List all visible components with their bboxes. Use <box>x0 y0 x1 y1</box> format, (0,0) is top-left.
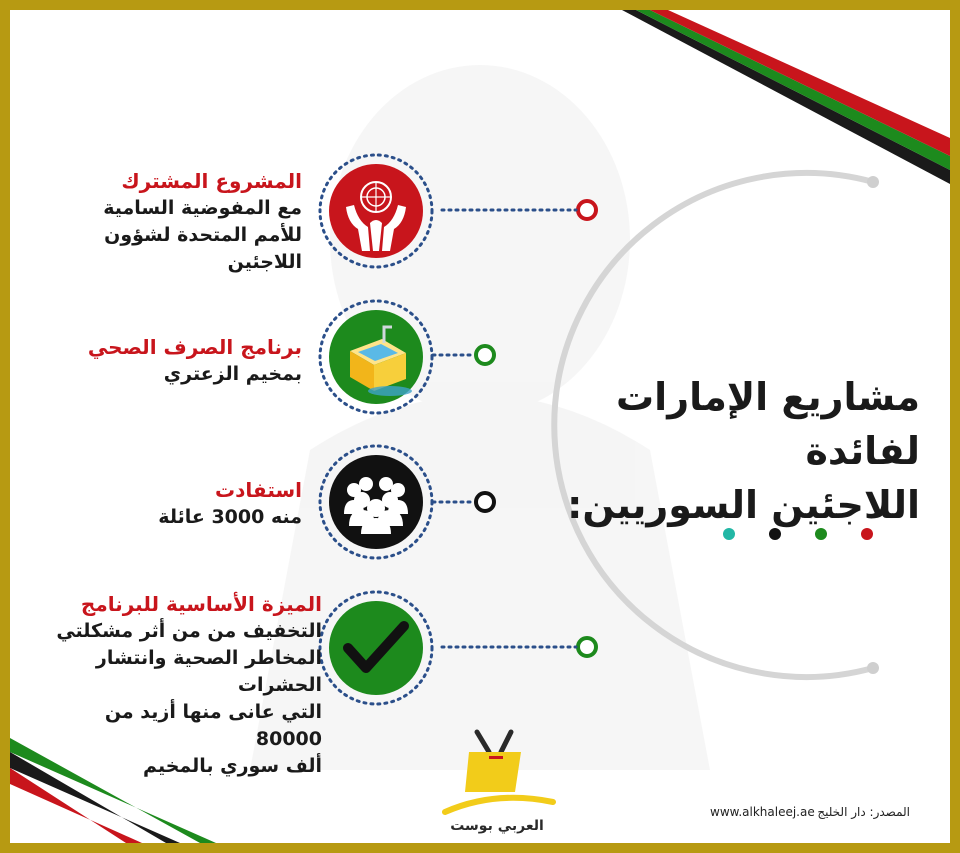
item-line: للأمم المتحدة لشؤون اللاجئين <box>104 224 302 273</box>
headline-line-1: مشاريع الإمارات لفائدة <box>616 375 920 473</box>
arc-end-top <box>867 176 879 188</box>
item-title: المشروع المشترك <box>121 169 302 193</box>
arc-marker-2 <box>476 346 494 364</box>
arc-marker-1 <box>578 201 596 219</box>
flag-stripes-top-right <box>622 10 950 184</box>
people-group-icon <box>320 446 432 558</box>
item-block-sanitation <box>50 333 302 388</box>
headline-line-2: اللاجئين السوريين: <box>567 483 920 527</box>
arc-marker-4 <box>578 638 596 656</box>
source-url[interactable]: www.alkhaleej.ae <box>710 805 815 819</box>
item-line: منه 3000 عائلة <box>158 506 302 528</box>
un-hands-icon <box>320 155 432 267</box>
item-block-joint-project <box>50 167 302 276</box>
item-line: المخاطر الصحية وانتشار الحشرات <box>95 647 322 696</box>
arc-end-bottom <box>867 662 879 674</box>
checkmark-icon <box>320 592 432 704</box>
headline <box>550 370 920 532</box>
logo-text: العربي بوست <box>450 818 544 834</box>
item-block-beneficiaries <box>50 476 302 531</box>
item-line: مع المفوضية السامية <box>103 197 302 219</box>
infographic-canvas <box>10 10 950 843</box>
item-title: الميزة الأساسية للبرنامج <box>80 592 322 616</box>
arc-marker-3 <box>476 493 494 511</box>
item-line: ألف سوري بالمخيم <box>143 755 322 777</box>
item-title: استفادت <box>215 478 302 502</box>
item-title: برنامج الصرف الصحي <box>87 335 302 359</box>
sink-icon <box>320 301 432 413</box>
source-label: المصدر: دار الخليج <box>817 805 910 819</box>
item-line: التي عانى منها أزيد من 80000 <box>104 701 322 750</box>
item-line: التخفيف من من أثر مشكلتي <box>56 620 322 642</box>
item-line: بمخيم الزعتري <box>163 363 302 385</box>
item-block-main-feature <box>50 590 322 780</box>
